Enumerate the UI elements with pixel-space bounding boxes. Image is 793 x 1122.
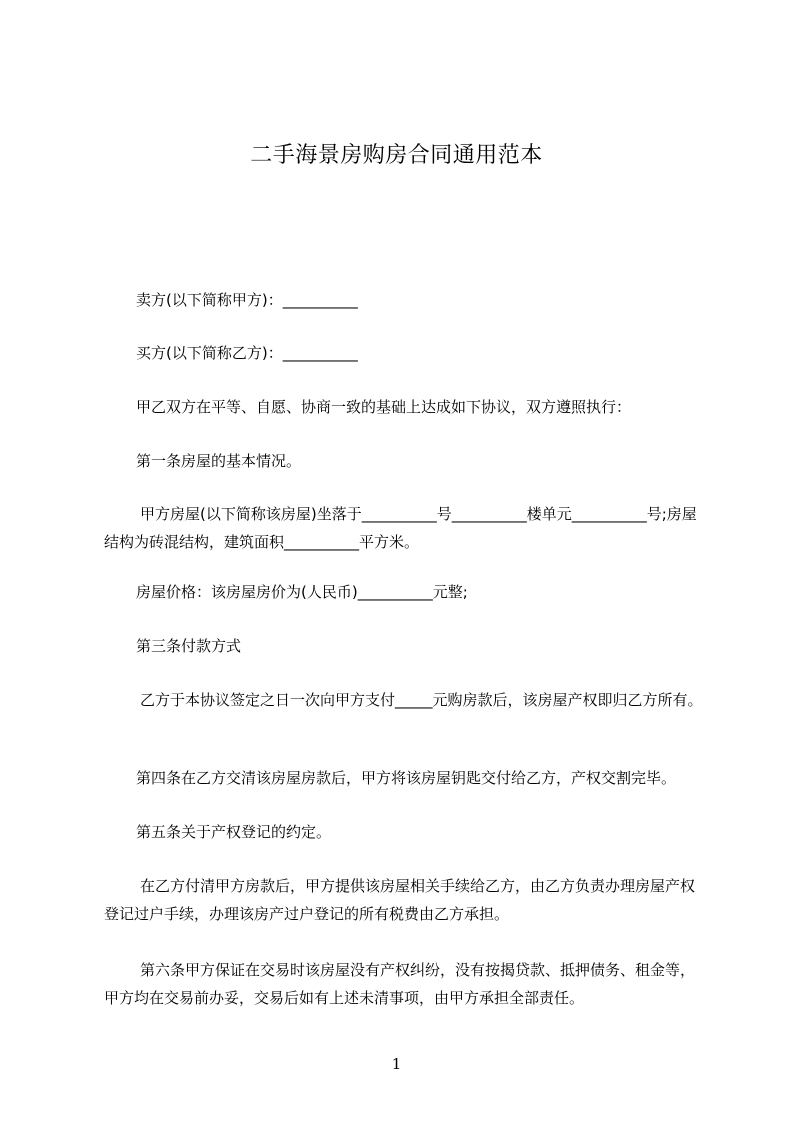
paragraph-price: 房屋价格：该房屋房价为(人民币)__________元整;: [136, 583, 468, 601]
paragraph-article-1: 第一条房屋的基本情况。: [136, 452, 302, 470]
paragraph-registration: 在乙方付清甲方房款后，甲方提供该房屋相关手续给乙方，由乙方负责办理房屋产权登记过户手续，办理该房产过户登记的所有税费由乙方承担。: [104, 877, 696, 923]
paragraph-article-5: 第五条关于产权登记的约定。: [136, 823, 332, 841]
paragraph-seller: 卖方(以下简称甲方)：__________: [136, 291, 358, 309]
paragraph-article-4: 第四条在乙方交清该房屋房款后，甲方将该房屋钥匙交付给乙方，产权交割完毕。: [136, 769, 677, 787]
paragraph-payment: 乙方于本协议签定之日一次向甲方支付_____元购房款后，该房屋产权即归乙方所有。: [140, 691, 703, 709]
paragraph-property-location: 甲方房屋(以下简称该房屋)坐落于__________号__________楼单元__________号;房屋结构为砖混结构，建筑面积__________平方米。: [104, 505, 697, 551]
page-number: 1: [391, 1055, 402, 1073]
paragraph-preamble: 甲乙双方在平等、自愿、协商一致的基础上达成如下协议，双方遵照执行：: [136, 398, 632, 416]
document-title: 二手海景房购房合同通用范本: [250, 143, 543, 168]
paragraph-buyer: 买方(以下简称乙方)：__________: [136, 344, 358, 362]
paragraph-article-3: 第三条付款方式: [136, 637, 242, 655]
paragraph-article-6: 第六条甲方保证在交易时该房屋没有产权纠纷，没有按揭贷款、抵押债务、租金等，甲方均在交易前办妥，交易后如有上述未清事项，由甲方承担全部责任。: [104, 961, 696, 1007]
